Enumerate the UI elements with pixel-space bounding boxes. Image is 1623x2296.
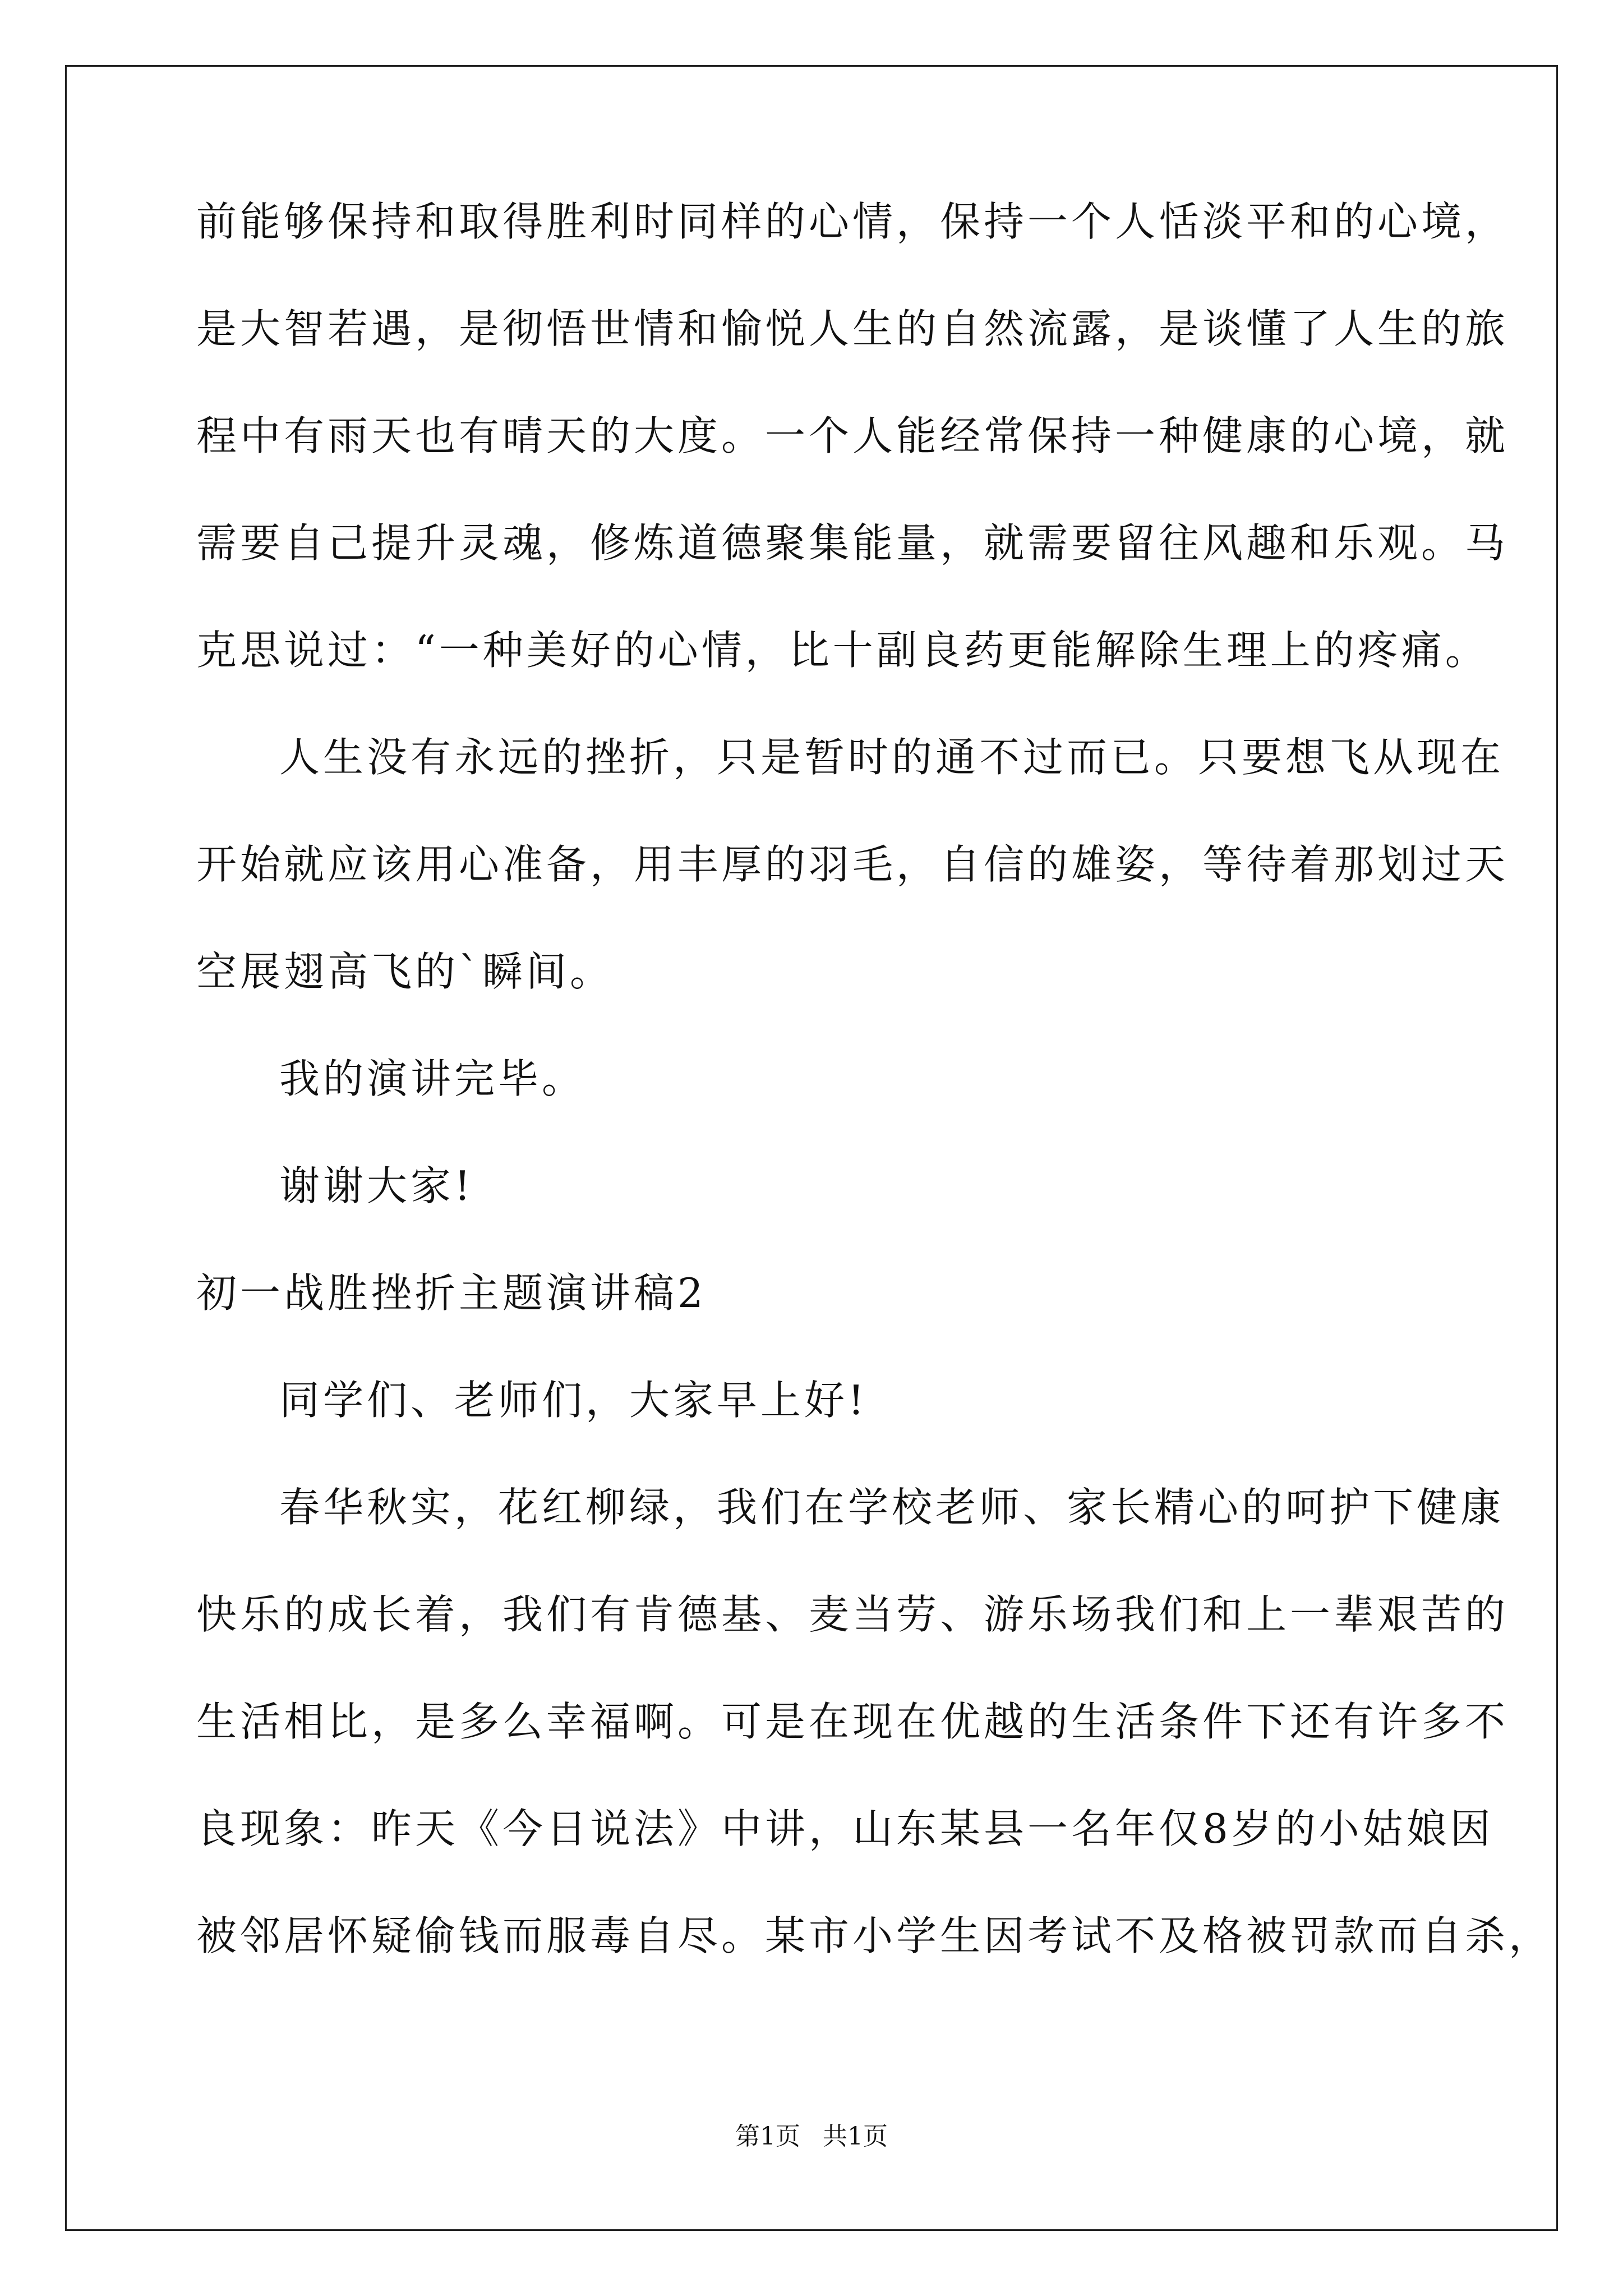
text-line: 空展翅高飞的`瞬间。 [196,948,614,995]
text-line: 良现象：昨天《今日说法》中讲，山东某县一名年仅8岁的小姑娘因 [196,1805,1494,1852]
text-line: 被邻居怀疑偷钱而服毒自尽。某市小学生因考试不及格被罚款而自杀， [196,1912,1553,1959]
text-line: 谢谢大家! [279,1162,474,1209]
text-line: 同学们、老师们，大家早上好! [279,1377,868,1424]
text-line: 初一战胜挫折主题演讲稿2 [196,1269,707,1317]
text-line: 生活相比，是多么幸福啊。可是在现在优越的生活条件下还有许多不 [196,1698,1509,1745]
text-line: 需要自己提升灵魂，修炼道德聚集能量，就需要留往风趣和乐观。马 [196,519,1509,567]
text-line: 人生没有永远的挫折，只是暂时的通不过而已。只要想飞从现在 [279,734,1505,781]
page-footer [0,2116,1623,2152]
text-line: 快乐的成长着，我们有肯德基、麦当劳、游乐场我们和上一辈艰苦的 [196,1591,1509,1638]
text-line: 我的演讲完毕。 [279,1055,586,1102]
text-line: 春华秋实，花红柳绿，我们在学校老师、家长精心的呵护下健康 [279,1484,1505,1531]
page-number: 第1页 [735,2122,800,2151]
text-line: 前能够保持和取得胜利时同样的心情，保持一个人恬淡平和的心境， [196,198,1509,245]
text-line: 程中有雨天也有晴天的大度。一个人能经常保持一种健康的心境，就 [196,412,1509,459]
page-total: 共1页 [823,2122,888,2151]
text-line: 克思说过：“一种美好的心情，比十副良药更能解除生理上的疼痛。 [196,627,1489,674]
text-line: 开始就应该用心准备，用丰厚的羽毛，自信的雄姿，等待着那划过天 [196,841,1509,888]
document-body [196,194,1553,2015]
text-line: 是大智若遇，是彻悟世情和愉悦人生的自然流露，是谈懂了人生的旅 [196,305,1509,352]
